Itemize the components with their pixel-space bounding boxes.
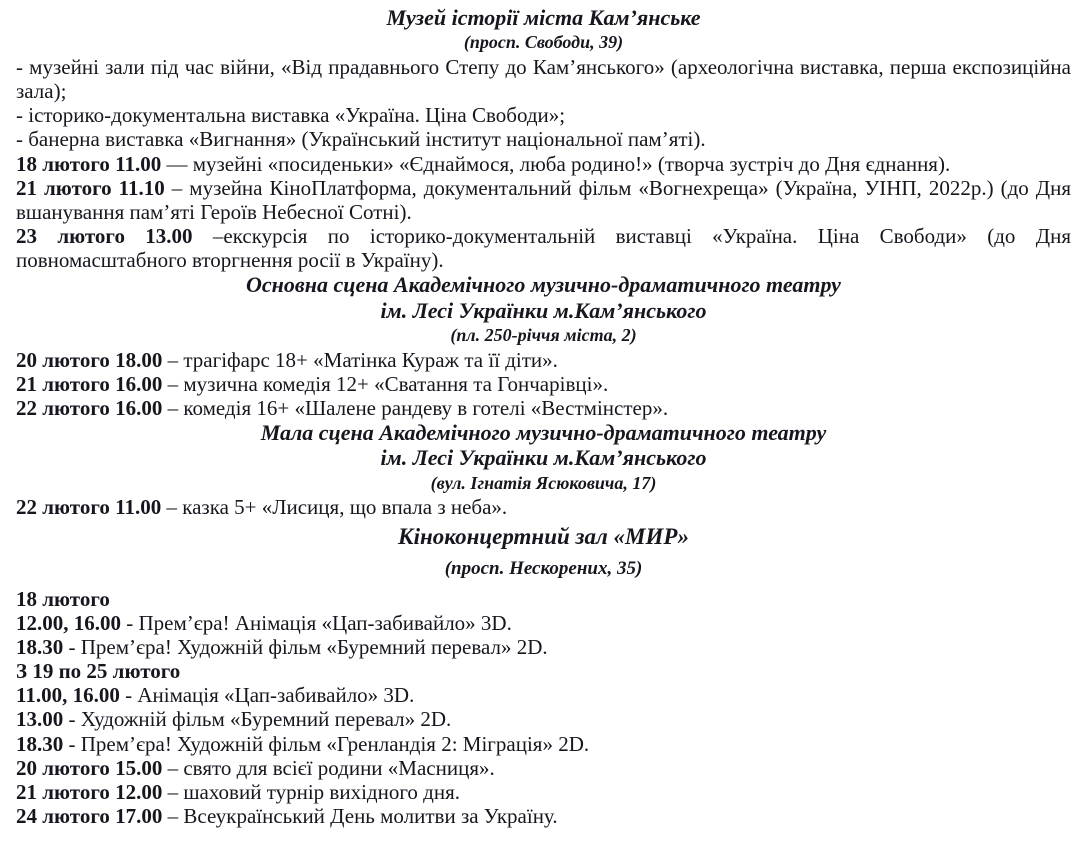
event-line: [16, 756, 1071, 780]
event-description-text: – музейна КіноПлатформа, документальний фільм «Вогнехреща» (Україна, УІНП, 2022р.) (до Дня вшанування пам’яті Героїв Небесної Сотні).: [16, 175, 1072, 224]
section-address: [16, 323, 1071, 348]
event-date-text: 12.00, 16.00: [16, 610, 121, 635]
event-description-text: - Прем’єра! Анімація «Цап-забивайло» 3D.: [121, 610, 512, 635]
event-description-text: – шаховий турнір вихідного дня.: [162, 779, 460, 804]
exhibit-item: [16, 127, 1071, 151]
event-line: [16, 683, 1071, 707]
event-line: [16, 372, 1071, 396]
event-description-text: –екскурсія по історико-документальній виставці «Україна. Ціна Свободи» (до Дня повномасштабного вторгнення росії в Україну).: [16, 223, 1071, 273]
event-date-text: 21 лютого 16.00: [16, 371, 163, 396]
event-date-text: 11.00, 16.00: [16, 683, 120, 708]
event-date-text: 24 лютого 17.00: [16, 803, 163, 828]
section-title: [16, 420, 1071, 445]
event-date-text: (вул. Ігнатія Ясюковича, 17): [430, 472, 657, 493]
section-address: [16, 471, 1071, 496]
section-address: [16, 556, 1071, 582]
event-date-text: (просп. Свободи, 39): [463, 32, 624, 53]
event-line: [16, 224, 1071, 272]
event-description-text: - банерна виставка «Вигнання» (Український інститут національної пам’яті).: [16, 127, 706, 152]
event-description-text: - Анімація «Цап-забивайло» 3D.: [119, 683, 415, 708]
event-description-text: – трагіфарс 18+ «Матінка Кураж та її діти».: [162, 347, 558, 372]
event-date-text: Кіноконцертний зал «МИР»: [398, 524, 689, 550]
museum-history-section: [16, 5, 1071, 272]
event-description-text: - Прем’єра! Художній фільм «Буремний перевал» 2D.: [63, 634, 548, 659]
event-line: [16, 152, 1071, 176]
event-line: [16, 804, 1071, 828]
event-date-text: 18.30: [16, 731, 64, 756]
event-line: [16, 780, 1071, 804]
event-date-text: 20 лютого 18.00: [16, 347, 163, 372]
event-date-text: (просп. Нескорених, 35): [444, 557, 643, 579]
section-title: [16, 524, 1071, 550]
event-date-text: 20 лютого 15.00: [16, 755, 163, 780]
event-date-text: 22 лютого 11.00: [16, 495, 162, 520]
event-line: [16, 396, 1071, 420]
event-line: [16, 611, 1071, 635]
document-body: [16, 5, 1071, 828]
exhibit-item: [16, 103, 1071, 127]
event-description-text: – комедія 16+ «Шалене рандеву в готелі «Вестмінстер».: [162, 395, 669, 420]
exhibit-item: [16, 55, 1071, 103]
event-description-text: – музична комедія 12+ «Сватання та Гончарівці».: [162, 371, 609, 396]
event-description-text: – Всеукраїнський День молитви за Україну.: [162, 803, 558, 828]
event-description-text: - Прем’єра! Художній фільм «Гренландія 2: Міграція» 2D.: [63, 731, 590, 756]
event-line: [16, 707, 1071, 731]
event-date-text: З 19 по 25 лютого: [16, 659, 181, 684]
section-title: [16, 5, 1071, 30]
date-heading: [16, 587, 1071, 611]
date-heading: [16, 659, 1071, 683]
event-line: [16, 732, 1071, 756]
event-date-text: 23 лютого 13.00: [16, 223, 193, 248]
section-title: [16, 272, 1071, 297]
event-description-text: - Художній фільм «Буремний перевал» 2D.: [63, 707, 452, 732]
event-line: [16, 635, 1071, 659]
event-date-text: 13.00: [16, 707, 64, 732]
event-date-text: 22 лютого 16.00: [16, 395, 163, 420]
event-date-text: 18 лютого 11.00: [16, 151, 162, 176]
event-line: [16, 495, 1071, 519]
event-description-text: - музейні зали під час війни, «Від прадавнього Степу до Кам’янського» (археологічна виставка, перша експозиційна зала);: [16, 54, 1071, 104]
section-subtitle: [16, 298, 1071, 323]
main-stage-theatre-section: [16, 272, 1071, 420]
event-description-text: – казка 5+ «Лисиця, що впала з неба».: [161, 495, 508, 520]
event-description-text: – свято для всієї родини «Масниця».: [162, 755, 495, 780]
event-description-text: - історико-документальна виставка «Україна. Ціна Свободи»;: [16, 103, 566, 128]
event-date-text: Мала сцена Академічного музично-драматичного театру: [260, 419, 827, 445]
event-date-text: 21 лютого 11.10: [16, 175, 165, 200]
event-date-text: 18.30: [16, 634, 64, 659]
event-date-text: 18 лютого: [16, 586, 110, 611]
event-date-text: 21 лютого 12.00: [16, 779, 163, 804]
event-description-text: — музейні «посиденьки» «Єднаймося, люба родино!» (творча зустріч до Дня єднання).: [161, 151, 951, 176]
event-line: [16, 348, 1071, 372]
event-date-text: ім. Лесі Українки м.Кам’янського: [380, 297, 707, 323]
event-date-text: Музей історії міста Кам’янське: [386, 5, 701, 30]
section-address: [16, 30, 1071, 55]
event-line: [16, 176, 1071, 224]
event-date-text: Основна сцена Академічного музично-драматичного театру: [246, 272, 841, 298]
cinema-hall-myr-section: [16, 524, 1071, 828]
event-date-text: ім. Лесі Українки м.Кам’янського: [380, 445, 707, 471]
event-date-text: (пл. 250-річчя міста, 2): [450, 324, 637, 345]
small-stage-theatre-section: [16, 420, 1071, 519]
section-subtitle: [16, 445, 1071, 470]
